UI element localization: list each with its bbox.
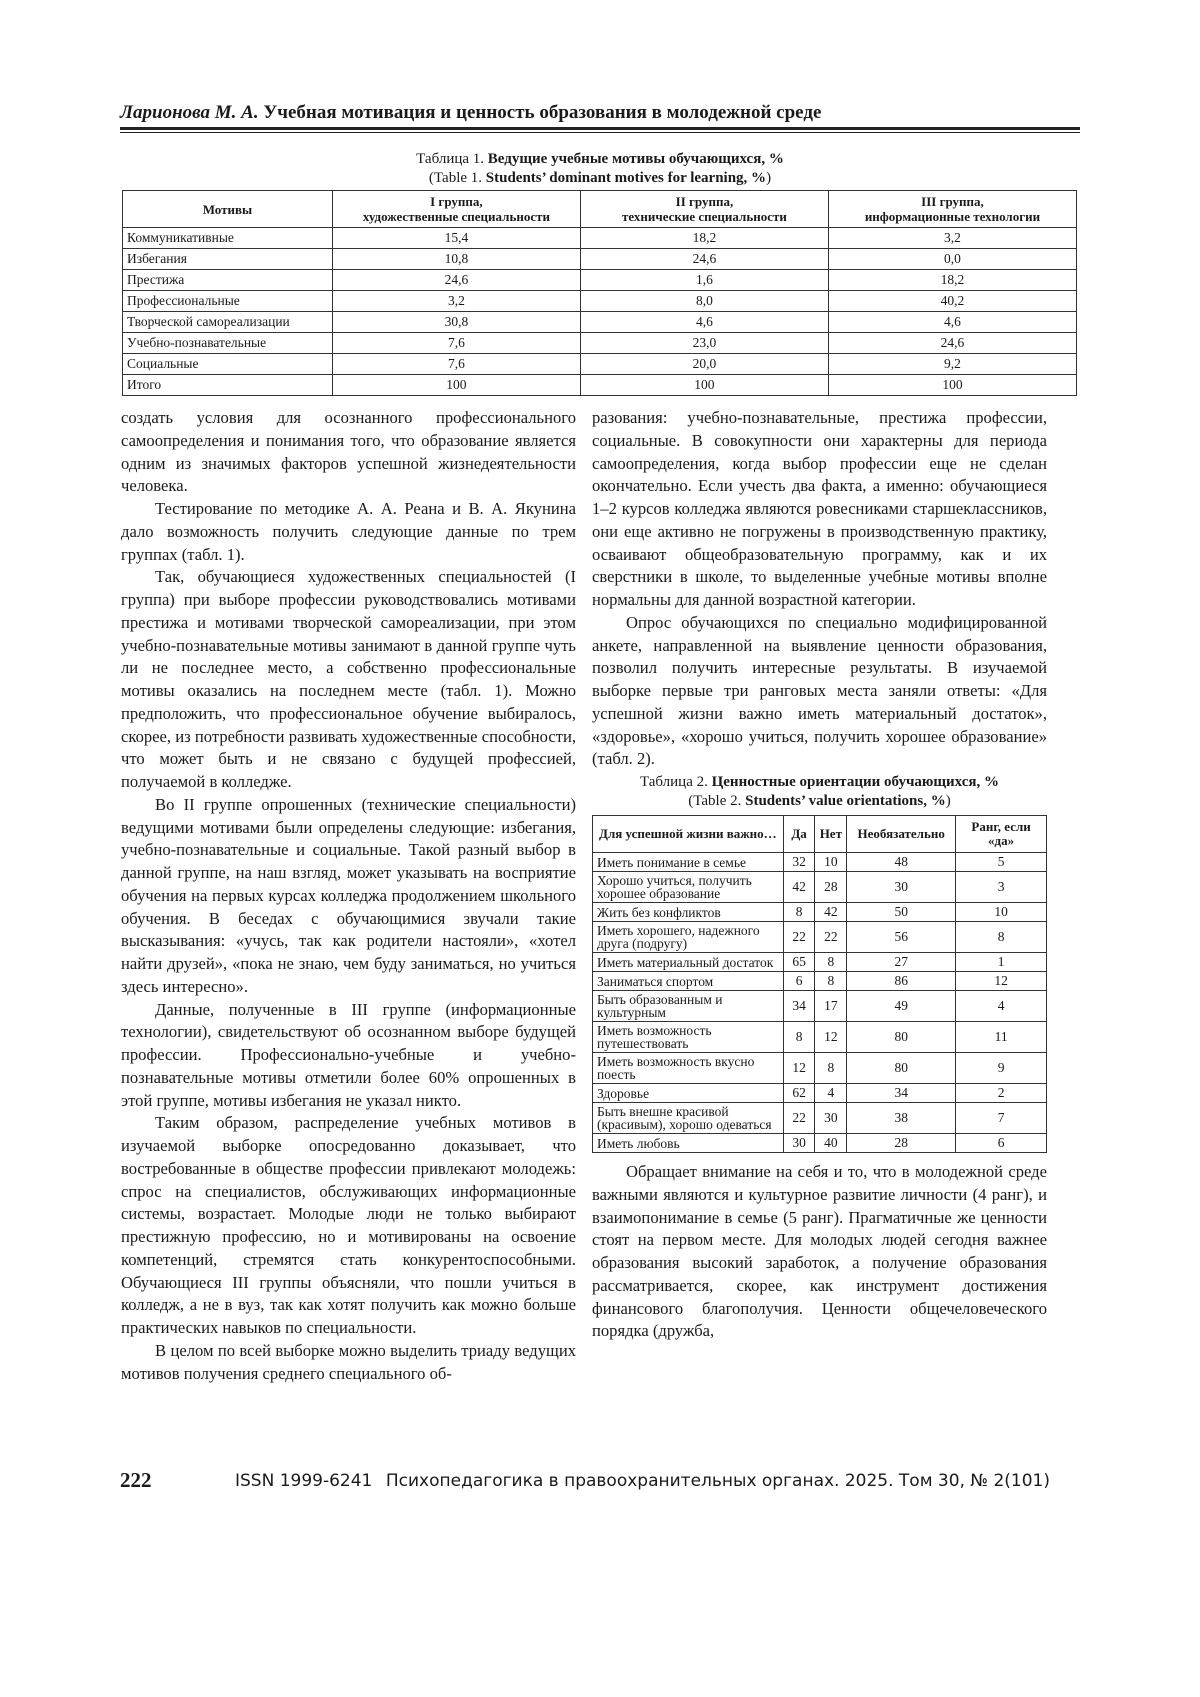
table-cell: 15,4 [332, 228, 580, 249]
table-cell: 3,2 [332, 291, 580, 312]
table-cell: 7,6 [332, 354, 580, 375]
table1-header-cell [828, 191, 1076, 228]
table-cell: 24,6 [332, 270, 580, 291]
table-cell: 6 [956, 1134, 1047, 1153]
table-cell: 4 [956, 991, 1047, 1022]
table-cell: 65 [783, 953, 815, 972]
table-row [123, 270, 1077, 291]
table2 [592, 815, 1047, 1153]
table-cell: Заниматься спортом [593, 972, 784, 991]
caption-en-suffix: ) [766, 170, 771, 186]
table-row [593, 872, 1047, 903]
header-line-1: II группа, [585, 194, 824, 209]
table-cell: 100 [332, 375, 580, 396]
table-cell: 40,2 [828, 291, 1076, 312]
table-cell: 38 [847, 1103, 956, 1134]
table-cell: Жить без конфликтов [593, 903, 784, 922]
header-line-1: III группа, [833, 194, 1072, 209]
table-cell: Здоровье [593, 1084, 784, 1103]
table-cell: 42 [815, 903, 847, 922]
table-cell: 80 [847, 1022, 956, 1053]
table-row [123, 249, 1077, 270]
table-cell: 30 [815, 1103, 847, 1134]
table-cell: 22 [783, 922, 815, 953]
table1-caption [120, 150, 1080, 188]
table-cell: Иметь хорошего, надежного друга (подругу) [593, 922, 784, 953]
caption-prefix: Таблица 2. [640, 774, 708, 790]
table-cell: 100 [580, 375, 828, 396]
table-cell: 7,6 [332, 333, 580, 354]
table-cell: 17 [815, 991, 847, 1022]
caption-en-title: Students’ dominant motives for learning, % [486, 170, 766, 186]
table1-header-cell [123, 191, 333, 228]
table-cell: 50 [847, 903, 956, 922]
table-row [593, 922, 1047, 953]
table-cell: 10,8 [332, 249, 580, 270]
table-row [123, 354, 1077, 375]
table-cell: 34 [847, 1084, 956, 1103]
caption-en-title: Students’ value orientations, % [745, 793, 946, 809]
table-cell: Избегания [123, 249, 333, 270]
table2-caption [592, 773, 1047, 811]
paragraph: В целом по всей выборке можно выделить триаду ведущих мотивов получения среднего специального об- [121, 1340, 576, 1386]
header-rule-thin [120, 132, 1080, 133]
table-cell: 7 [956, 1103, 1047, 1134]
table-row [593, 903, 1047, 922]
table2-header-cell: Нет [815, 816, 847, 853]
table-row [123, 228, 1077, 249]
table-cell: 62 [783, 1084, 815, 1103]
table-row [593, 853, 1047, 872]
paragraph: Во II группе опрошенных (технические специальности) ведущими мотивами были определены следующие: избегания, учебно-познавательные и социальные. Такой разный выбор в данной группе, на наш взгляд, может указывать на восприятие обучения на первых курсах колледжа продолжением школьного обучения. В беседах с обучающимися звучали такие высказывания: «учусь, так как родители настояли», «хотел найти друзей», «пока не знаю, чем буду заниматься, но учиться здесь интересно». [121, 794, 576, 999]
table-cell: 6 [783, 972, 815, 991]
table-cell: 12 [815, 1022, 847, 1053]
table-cell: 34 [783, 991, 815, 1022]
table-row [593, 972, 1047, 991]
table-cell: 28 [815, 872, 847, 903]
table-cell: 10 [815, 853, 847, 872]
table2-header-cell: Для успешной жизни важно… [593, 816, 784, 853]
paragraph: Данные, полученные в III группе (информационные технологии), свидетельствуют об осознанном выборе будущей профессии. Профессионально-учебные и учебно-познавательные мотивы отметили более 60% опрошенных в этой группе, мотивы избегания не указал никто. [121, 999, 576, 1113]
table-row [123, 312, 1077, 333]
header-line-2: художественные специальности [337, 209, 576, 224]
table2-header-cell: Да [783, 816, 815, 853]
table-cell: Иметь возможность вкусно поесть [593, 1053, 784, 1084]
table-cell: 8,0 [580, 291, 828, 312]
table-cell: Социальные [123, 354, 333, 375]
table-cell: 18,2 [580, 228, 828, 249]
caption-title: Ведущие учебные мотивы обучающихся, % [488, 151, 784, 167]
table-cell: 27 [847, 953, 956, 972]
table-cell: 12 [956, 972, 1047, 991]
table-cell: 1 [956, 953, 1047, 972]
table-cell: Учебно-познавательные [123, 333, 333, 354]
table-cell: Престижа [123, 270, 333, 291]
table-cell: Итого [123, 375, 333, 396]
table2-header-cell: Ранг, если «да» [956, 816, 1047, 853]
table-cell: 86 [847, 972, 956, 991]
table-cell: 24,6 [828, 333, 1076, 354]
table-cell: 0,0 [828, 249, 1076, 270]
table1 [122, 190, 1077, 396]
table-cell: 9,2 [828, 354, 1076, 375]
paragraph: разования: учебно-познавательные, престижа профессии, социальные. В совокупности они характерны для периода самоопределения, когда выбор профессии еще не сделан окончательно. Если учесть два факта, а именно: обучающиеся 1–2 курсов колледжа являются ровесниками старшеклассников, они еще активно не погружены в производственную практику, осваивают общеобразовательную программу, как и их сверстники в школе, то выделенные учебные мотивы вполне нормальны для данной возрастной категории. [592, 407, 1047, 612]
table-cell: 23,0 [580, 333, 828, 354]
table-cell: 40 [815, 1134, 847, 1153]
table-cell: Иметь возможность путешествовать [593, 1022, 784, 1053]
table-cell: 28 [847, 1134, 956, 1153]
table-cell: 24,6 [580, 249, 828, 270]
journal-title: Психопедагогика в правоохранительных органах. 2025. Том 30, № 2(101) [386, 1471, 1050, 1491]
paragraph: Так, обучающиеся художественных специальностей (I группа) при выборе профессии руководствовались мотивами престижа и мотивами творческой самореализации, при этом учебно-познавательные мотивы занимают в данной группе чуть ли не последнее место, а собственно профессиональные мотивы оказались на последнем месте (табл. 1). Можно предположить, что профессиональное обучение выбиралось, скорее, из потребности развивать художественные способности, что может быть и не связано с будущей профессией, получаемой в колледже. [121, 566, 576, 794]
table-cell: 4,6 [580, 312, 828, 333]
table-cell: 9 [956, 1053, 1047, 1084]
header-rule [120, 127, 1080, 130]
table1-header-cell [332, 191, 580, 228]
paragraph: создать условия для осознанного профессионального самоопределения и понимания того, что образование является одним из значимых факторов успешной жизнедеятельности человека. [121, 407, 576, 498]
table-cell: Творческой самореализации [123, 312, 333, 333]
table-cell: 11 [956, 1022, 1047, 1053]
table-cell: 4 [815, 1084, 847, 1103]
table-cell: 3,2 [828, 228, 1076, 249]
table-cell: Быть внешне красивой (красивым), хорошо одеваться [593, 1103, 784, 1134]
table-cell: 30 [847, 872, 956, 903]
caption-prefix: Таблица 1. [416, 151, 484, 167]
caption-en-suffix: ) [946, 793, 951, 809]
table-cell: 100 [828, 375, 1076, 396]
caption-en-prefix: (Table 1. [429, 170, 482, 186]
paragraph: Тестирование по методике А. А. Реана и В. А. Якунина дало возможность получить следующие данные по трем группах (табл. 1). [121, 498, 576, 566]
table-cell: 20,0 [580, 354, 828, 375]
table-cell: 8 [815, 972, 847, 991]
table-cell: Хорошо учиться, получить хорошее образование [593, 872, 784, 903]
caption-title: Ценностные ориентации обучающихся, % [712, 774, 999, 790]
table-row [123, 375, 1077, 396]
paragraph: Опрос обучающихся по специально модифицированной анкете, направленной на выявление ценности образования, позволил получить интересные результаты. В изучаемой выборке первые три ранговых места заняли ответы: «Для успешной жизни важно иметь материальный достаток», «здоровье», «хорошо учиться, получить хорошее образование» (табл. 2). [592, 612, 1047, 771]
page-number: 222 [120, 1468, 152, 1493]
header-line-2: технические специальности [585, 209, 824, 224]
table-row [593, 1022, 1047, 1053]
header-line-1: Мотивы [127, 202, 328, 217]
issn: ISSN 1999-6241 [235, 1471, 372, 1491]
table-cell: 56 [847, 922, 956, 953]
table1-header-cell [580, 191, 828, 228]
table-cell: 3 [956, 872, 1047, 903]
table-cell: 22 [815, 922, 847, 953]
table-row [593, 1103, 1047, 1134]
paragraph: Обращает внимание на себя и то, что в молодежной среде важными являются и культурное развитие личности (4 ранг), и взаимопонимание в семье (5 ранг). Прагматичные же ценности стоят на первом месте. Для молодых людей сегодня важнее образования высокий заработок, а получение образования рассматривается, скорее, как инструмент достижения финансового благополучия. Ценности общечеловеческого порядка (дружба, [592, 1161, 1047, 1343]
table-cell: 80 [847, 1053, 956, 1084]
left-column [121, 407, 576, 1385]
table-cell: 12 [783, 1053, 815, 1084]
table-cell: Коммуникативные [123, 228, 333, 249]
table-cell: 30 [783, 1134, 815, 1153]
table-cell: 42 [783, 872, 815, 903]
table-cell: 49 [847, 991, 956, 1022]
table-row [593, 1084, 1047, 1103]
table-row [593, 1053, 1047, 1084]
table-cell: 8 [815, 1053, 847, 1084]
header-line-2: информационные технологии [833, 209, 1072, 224]
table-row [593, 953, 1047, 972]
header-line-1: I группа, [337, 194, 576, 209]
table-cell: 10 [956, 903, 1047, 922]
table-cell: Иметь материальный достаток [593, 953, 784, 972]
table-cell: 5 [956, 853, 1047, 872]
header-title: Учебная мотивация и ценность образования в молодежной среде [263, 102, 821, 123]
table-row [593, 1134, 1047, 1153]
table-cell: Иметь любовь [593, 1134, 784, 1153]
table2-header-cell: Необязательно [847, 816, 956, 853]
running-header [120, 102, 1080, 124]
table-cell: 32 [783, 853, 815, 872]
table-cell: 30,8 [332, 312, 580, 333]
table-cell: 8 [815, 953, 847, 972]
table-cell: 1,6 [580, 270, 828, 291]
table-row [123, 291, 1077, 312]
table-cell: Профессиональные [123, 291, 333, 312]
table-cell: 8 [783, 903, 815, 922]
table-cell: 8 [783, 1022, 815, 1053]
caption-en-prefix: (Table 2. [688, 793, 741, 809]
table-cell: Иметь понимание в семье [593, 853, 784, 872]
table-cell: 18,2 [828, 270, 1076, 291]
table-cell: 2 [956, 1084, 1047, 1103]
table-cell: 4,6 [828, 312, 1076, 333]
table-row [123, 333, 1077, 354]
table-row [593, 991, 1047, 1022]
table-cell: 8 [956, 922, 1047, 953]
paragraph: Таким образом, распределение учебных мотивов в изучаемой выборке опосредованно доказывает, что востребованные в обществе профессии привлекают молодежь: спрос на специалистов, обслуживающих информационные системы, возрастает. Молодые люди не только выбирают престижную профессию, но и мотивированы на освоение компетенций, стремятся стать конкурентоспособными. Обучающиеся III группы объясняли, что пошли учиться в колледж, а не в вуз, так как хотят получить как можно больше практических навыков по специальности. [121, 1112, 576, 1340]
table-cell: 22 [783, 1103, 815, 1134]
header-author: Ларионова М. А. [120, 102, 259, 123]
right-column [592, 407, 1047, 1343]
table-cell: 48 [847, 853, 956, 872]
table-cell: Быть образованным и культурным [593, 991, 784, 1022]
